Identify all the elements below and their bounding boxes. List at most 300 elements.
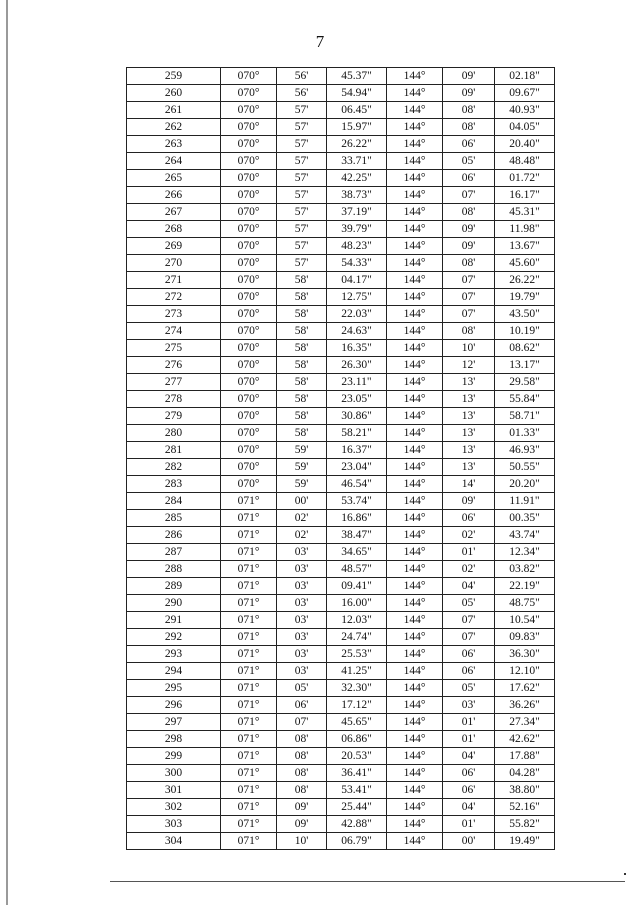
lat-seconds-cell: 30.86" <box>327 408 387 425</box>
lon-minutes-cell: 09' <box>443 85 495 102</box>
lat-seconds-cell: 04.17" <box>327 272 387 289</box>
lat-minutes-cell: 58' <box>277 374 327 391</box>
lon-degrees-cell: 144° <box>387 833 443 850</box>
lat-degrees-cell: 070° <box>221 153 277 170</box>
lon-degrees-cell: 144° <box>387 323 443 340</box>
lat-degrees-cell: 071° <box>221 680 277 697</box>
lat-minutes-cell: 08' <box>277 765 327 782</box>
lon-seconds-cell: 03.82" <box>495 561 555 578</box>
lat-seconds-cell: 23.11" <box>327 374 387 391</box>
table-row <box>127 612 555 629</box>
lon-seconds-cell: 40.93" <box>495 102 555 119</box>
point-number-cell: 299 <box>127 748 221 765</box>
lon-minutes-cell: 08' <box>443 255 495 272</box>
table-row <box>127 578 555 595</box>
lat-minutes-cell: 03' <box>277 595 327 612</box>
lon-seconds-cell: 04.05" <box>495 119 555 136</box>
lon-degrees-cell: 144° <box>387 714 443 731</box>
lat-seconds-cell: 06.79" <box>327 833 387 850</box>
lon-seconds-cell: 45.31" <box>495 204 555 221</box>
point-number-cell: 281 <box>127 442 221 459</box>
lon-seconds-cell: 42.62" <box>495 731 555 748</box>
point-number-cell: 259 <box>127 68 221 85</box>
lat-seconds-cell: 17.12" <box>327 697 387 714</box>
lat-degrees-cell: 071° <box>221 714 277 731</box>
point-number-cell: 285 <box>127 510 221 527</box>
lat-seconds-cell: 24.63" <box>327 323 387 340</box>
lon-degrees-cell: 144° <box>387 136 443 153</box>
point-number-cell: 291 <box>127 612 221 629</box>
lat-minutes-cell: 58' <box>277 289 327 306</box>
table-row <box>127 204 555 221</box>
lon-degrees-cell: 144° <box>387 153 443 170</box>
lat-seconds-cell: 37.19" <box>327 204 387 221</box>
table-row <box>127 425 555 442</box>
lon-degrees-cell: 144° <box>387 663 443 680</box>
lon-degrees-cell: 144° <box>387 442 443 459</box>
lon-degrees-cell: 144° <box>387 799 443 816</box>
lon-minutes-cell: 04' <box>443 578 495 595</box>
lon-minutes-cell: 13' <box>443 391 495 408</box>
lon-seconds-cell: 26.22" <box>495 272 555 289</box>
lat-seconds-cell: 25.44" <box>327 799 387 816</box>
lat-seconds-cell: 24.74" <box>327 629 387 646</box>
lat-seconds-cell: 58.21" <box>327 425 387 442</box>
lat-minutes-cell: 03' <box>277 646 327 663</box>
point-number-cell: 286 <box>127 527 221 544</box>
table-row <box>127 629 555 646</box>
lat-minutes-cell: 57' <box>277 119 327 136</box>
lat-degrees-cell: 071° <box>221 731 277 748</box>
lon-degrees-cell: 144° <box>387 238 443 255</box>
point-number-cell: 298 <box>127 731 221 748</box>
point-number-cell: 296 <box>127 697 221 714</box>
lon-seconds-cell: 13.67" <box>495 238 555 255</box>
lon-degrees-cell: 144° <box>387 272 443 289</box>
lat-degrees-cell: 071° <box>221 833 277 850</box>
lat-minutes-cell: 58' <box>277 323 327 340</box>
lat-seconds-cell: 39.79" <box>327 221 387 238</box>
lat-seconds-cell: 16.00" <box>327 595 387 612</box>
lon-degrees-cell: 144° <box>387 816 443 833</box>
lon-minutes-cell: 05' <box>443 595 495 612</box>
point-number-cell: 261 <box>127 102 221 119</box>
lon-degrees-cell: 144° <box>387 748 443 765</box>
lat-minutes-cell: 03' <box>277 561 327 578</box>
table-row <box>127 306 555 323</box>
lat-degrees-cell: 071° <box>221 629 277 646</box>
table-row <box>127 714 555 731</box>
lon-seconds-cell: 00.35" <box>495 510 555 527</box>
lat-minutes-cell: 05' <box>277 680 327 697</box>
table-row <box>127 765 555 782</box>
lat-degrees-cell: 070° <box>221 442 277 459</box>
table-row <box>127 816 555 833</box>
lat-degrees-cell: 070° <box>221 238 277 255</box>
lat-minutes-cell: 59' <box>277 442 327 459</box>
lon-degrees-cell: 144° <box>387 204 443 221</box>
lon-seconds-cell: 43.74" <box>495 527 555 544</box>
point-number-cell: 294 <box>127 663 221 680</box>
lat-minutes-cell: 58' <box>277 425 327 442</box>
lon-seconds-cell: 11.98" <box>495 221 555 238</box>
lon-seconds-cell: 43.50" <box>495 306 555 323</box>
point-number-cell: 266 <box>127 187 221 204</box>
lon-degrees-cell: 144° <box>387 391 443 408</box>
scan-speck <box>624 873 626 875</box>
lat-seconds-cell: 20.53" <box>327 748 387 765</box>
lon-minutes-cell: 01' <box>443 816 495 833</box>
lat-minutes-cell: 58' <box>277 306 327 323</box>
point-number-cell: 277 <box>127 374 221 391</box>
lon-seconds-cell: 20.40" <box>495 136 555 153</box>
coordinates-table <box>126 67 555 850</box>
table-row <box>127 459 555 476</box>
lon-degrees-cell: 144° <box>387 408 443 425</box>
lon-seconds-cell: 12.34" <box>495 544 555 561</box>
lon-minutes-cell: 04' <box>443 748 495 765</box>
table-row <box>127 136 555 153</box>
table-row <box>127 340 555 357</box>
lon-degrees-cell: 144° <box>387 544 443 561</box>
lon-minutes-cell: 05' <box>443 153 495 170</box>
lon-seconds-cell: 12.10" <box>495 663 555 680</box>
table-row <box>127 272 555 289</box>
lon-degrees-cell: 144° <box>387 187 443 204</box>
lat-minutes-cell: 57' <box>277 153 327 170</box>
lon-seconds-cell: 48.75" <box>495 595 555 612</box>
point-number-cell: 283 <box>127 476 221 493</box>
lat-minutes-cell: 58' <box>277 340 327 357</box>
lat-minutes-cell: 57' <box>277 102 327 119</box>
lon-minutes-cell: 10' <box>443 340 495 357</box>
table-row <box>127 170 555 187</box>
table-row <box>127 102 555 119</box>
lat-degrees-cell: 071° <box>221 765 277 782</box>
table-row <box>127 663 555 680</box>
lat-degrees-cell: 070° <box>221 136 277 153</box>
lon-seconds-cell: 11.91" <box>495 493 555 510</box>
lon-minutes-cell: 13' <box>443 374 495 391</box>
lon-minutes-cell: 04' <box>443 799 495 816</box>
lon-seconds-cell: 04.28" <box>495 765 555 782</box>
point-number-cell: 267 <box>127 204 221 221</box>
lat-minutes-cell: 59' <box>277 476 327 493</box>
point-number-cell: 300 <box>127 765 221 782</box>
lat-minutes-cell: 57' <box>277 136 327 153</box>
lat-seconds-cell: 42.25" <box>327 170 387 187</box>
lon-minutes-cell: 08' <box>443 102 495 119</box>
lon-degrees-cell: 144° <box>387 629 443 646</box>
table-row <box>127 527 555 544</box>
lon-seconds-cell: 29.58" <box>495 374 555 391</box>
table-row <box>127 68 555 85</box>
table-row <box>127 442 555 459</box>
table-row <box>127 221 555 238</box>
point-number-cell: 297 <box>127 714 221 731</box>
lon-degrees-cell: 144° <box>387 527 443 544</box>
lon-degrees-cell: 144° <box>387 782 443 799</box>
lon-seconds-cell: 45.60" <box>495 255 555 272</box>
lon-minutes-cell: 00' <box>443 833 495 850</box>
lat-degrees-cell: 070° <box>221 323 277 340</box>
point-number-cell: 276 <box>127 357 221 374</box>
lat-degrees-cell: 071° <box>221 510 277 527</box>
lat-degrees-cell: 070° <box>221 119 277 136</box>
point-number-cell: 271 <box>127 272 221 289</box>
lat-degrees-cell: 071° <box>221 782 277 799</box>
lat-minutes-cell: 08' <box>277 782 327 799</box>
lat-minutes-cell: 07' <box>277 714 327 731</box>
lon-seconds-cell: 52.16" <box>495 799 555 816</box>
point-number-cell: 279 <box>127 408 221 425</box>
point-number-cell: 282 <box>127 459 221 476</box>
lat-seconds-cell: 45.37" <box>327 68 387 85</box>
lon-minutes-cell: 06' <box>443 782 495 799</box>
lon-seconds-cell: 08.62" <box>495 340 555 357</box>
lat-minutes-cell: 58' <box>277 391 327 408</box>
lat-degrees-cell: 070° <box>221 187 277 204</box>
lat-seconds-cell: 54.94" <box>327 85 387 102</box>
lon-minutes-cell: 02' <box>443 527 495 544</box>
lon-minutes-cell: 07' <box>443 187 495 204</box>
lat-degrees-cell: 070° <box>221 459 277 476</box>
bottom-rule <box>110 881 625 882</box>
point-number-cell: 262 <box>127 119 221 136</box>
lon-minutes-cell: 06' <box>443 663 495 680</box>
lon-seconds-cell: 50.55" <box>495 459 555 476</box>
lon-seconds-cell: 55.84" <box>495 391 555 408</box>
point-number-cell: 280 <box>127 425 221 442</box>
lat-seconds-cell: 53.41" <box>327 782 387 799</box>
lat-degrees-cell: 071° <box>221 697 277 714</box>
lon-seconds-cell: 09.83" <box>495 629 555 646</box>
lon-minutes-cell: 06' <box>443 765 495 782</box>
lat-degrees-cell: 070° <box>221 102 277 119</box>
lat-minutes-cell: 09' <box>277 816 327 833</box>
lat-seconds-cell: 23.05" <box>327 391 387 408</box>
point-number-cell: 274 <box>127 323 221 340</box>
lon-degrees-cell: 144° <box>387 731 443 748</box>
lat-seconds-cell: 54.33" <box>327 255 387 272</box>
lon-seconds-cell: 58.71" <box>495 408 555 425</box>
lat-seconds-cell: 32.30" <box>327 680 387 697</box>
lon-seconds-cell: 19.49" <box>495 833 555 850</box>
lat-minutes-cell: 06' <box>277 697 327 714</box>
lat-degrees-cell: 071° <box>221 544 277 561</box>
point-number-cell: 278 <box>127 391 221 408</box>
lon-minutes-cell: 07' <box>443 289 495 306</box>
lat-minutes-cell: 56' <box>277 68 327 85</box>
table-row <box>127 255 555 272</box>
lon-degrees-cell: 144° <box>387 170 443 187</box>
lat-seconds-cell: 34.65" <box>327 544 387 561</box>
lon-minutes-cell: 12' <box>443 357 495 374</box>
lat-seconds-cell: 26.22" <box>327 136 387 153</box>
lon-minutes-cell: 07' <box>443 629 495 646</box>
lat-minutes-cell: 56' <box>277 85 327 102</box>
lon-seconds-cell: 36.26" <box>495 697 555 714</box>
lat-minutes-cell: 08' <box>277 731 327 748</box>
point-number-cell: 263 <box>127 136 221 153</box>
lat-degrees-cell: 070° <box>221 476 277 493</box>
lon-degrees-cell: 144° <box>387 561 443 578</box>
point-number-cell: 288 <box>127 561 221 578</box>
lon-minutes-cell: 09' <box>443 493 495 510</box>
lat-minutes-cell: 03' <box>277 612 327 629</box>
lon-degrees-cell: 144° <box>387 765 443 782</box>
lon-degrees-cell: 144° <box>387 646 443 663</box>
lat-minutes-cell: 57' <box>277 170 327 187</box>
lat-seconds-cell: 15.97" <box>327 119 387 136</box>
point-number-cell: 272 <box>127 289 221 306</box>
lat-seconds-cell: 25.53" <box>327 646 387 663</box>
point-number-cell: 304 <box>127 833 221 850</box>
table-row <box>127 323 555 340</box>
lon-seconds-cell: 46.93" <box>495 442 555 459</box>
lon-minutes-cell: 08' <box>443 119 495 136</box>
lon-degrees-cell: 144° <box>387 68 443 85</box>
lon-minutes-cell: 08' <box>443 323 495 340</box>
lat-degrees-cell: 070° <box>221 425 277 442</box>
lat-minutes-cell: 57' <box>277 204 327 221</box>
lon-degrees-cell: 144° <box>387 85 443 102</box>
point-number-cell: 273 <box>127 306 221 323</box>
lat-seconds-cell: 06.45" <box>327 102 387 119</box>
lon-degrees-cell: 144° <box>387 595 443 612</box>
point-number-cell: 293 <box>127 646 221 663</box>
lon-degrees-cell: 144° <box>387 374 443 391</box>
table-row <box>127 544 555 561</box>
table-row <box>127 391 555 408</box>
lat-minutes-cell: 57' <box>277 221 327 238</box>
lat-degrees-cell: 070° <box>221 204 277 221</box>
table-row <box>127 238 555 255</box>
lat-degrees-cell: 071° <box>221 612 277 629</box>
lon-seconds-cell: 13.17" <box>495 357 555 374</box>
table-row <box>127 799 555 816</box>
lat-minutes-cell: 03' <box>277 629 327 646</box>
point-number-cell: 270 <box>127 255 221 272</box>
point-number-cell: 265 <box>127 170 221 187</box>
lat-minutes-cell: 59' <box>277 459 327 476</box>
lat-degrees-cell: 070° <box>221 357 277 374</box>
lat-minutes-cell: 03' <box>277 578 327 595</box>
point-number-cell: 301 <box>127 782 221 799</box>
lat-seconds-cell: 26.30" <box>327 357 387 374</box>
table-row <box>127 510 555 527</box>
table-row <box>127 561 555 578</box>
lon-seconds-cell: 10.54" <box>495 612 555 629</box>
table-row <box>127 153 555 170</box>
lat-degrees-cell: 071° <box>221 578 277 595</box>
point-number-cell: 275 <box>127 340 221 357</box>
point-number-cell: 268 <box>127 221 221 238</box>
lat-minutes-cell: 09' <box>277 799 327 816</box>
lat-seconds-cell: 42.88" <box>327 816 387 833</box>
table-row <box>127 697 555 714</box>
lat-degrees-cell: 070° <box>221 408 277 425</box>
lat-minutes-cell: 57' <box>277 255 327 272</box>
table-row <box>127 680 555 697</box>
lon-seconds-cell: 48.48" <box>495 153 555 170</box>
lat-degrees-cell: 070° <box>221 340 277 357</box>
table-row <box>127 646 555 663</box>
lat-seconds-cell: 16.37" <box>327 442 387 459</box>
lat-degrees-cell: 070° <box>221 221 277 238</box>
point-number-cell: 295 <box>127 680 221 697</box>
lon-minutes-cell: 01' <box>443 714 495 731</box>
table-row <box>127 833 555 850</box>
lon-minutes-cell: 06' <box>443 646 495 663</box>
lat-seconds-cell: 45.65" <box>327 714 387 731</box>
lat-degrees-cell: 071° <box>221 799 277 816</box>
table-row <box>127 187 555 204</box>
lon-degrees-cell: 144° <box>387 221 443 238</box>
lat-seconds-cell: 41.25" <box>327 663 387 680</box>
lat-degrees-cell: 070° <box>221 374 277 391</box>
point-number-cell: 264 <box>127 153 221 170</box>
lon-degrees-cell: 144° <box>387 306 443 323</box>
lat-seconds-cell: 48.57" <box>327 561 387 578</box>
lon-minutes-cell: 07' <box>443 306 495 323</box>
lat-seconds-cell: 23.04" <box>327 459 387 476</box>
lon-minutes-cell: 07' <box>443 612 495 629</box>
lat-seconds-cell: 36.41" <box>327 765 387 782</box>
lon-degrees-cell: 144° <box>387 289 443 306</box>
lat-minutes-cell: 58' <box>277 357 327 374</box>
lon-seconds-cell: 19.79" <box>495 289 555 306</box>
lon-seconds-cell: 27.34" <box>495 714 555 731</box>
lon-seconds-cell: 09.67" <box>495 85 555 102</box>
lon-seconds-cell: 22.19" <box>495 578 555 595</box>
lat-minutes-cell: 58' <box>277 408 327 425</box>
lon-minutes-cell: 02' <box>443 561 495 578</box>
lon-degrees-cell: 144° <box>387 697 443 714</box>
table-row <box>127 595 555 612</box>
lon-minutes-cell: 13' <box>443 408 495 425</box>
lat-seconds-cell: 16.86" <box>327 510 387 527</box>
lon-seconds-cell: 17.62" <box>495 680 555 697</box>
lat-seconds-cell: 09.41" <box>327 578 387 595</box>
lat-degrees-cell: 070° <box>221 170 277 187</box>
lon-minutes-cell: 06' <box>443 170 495 187</box>
lat-seconds-cell: 53.74" <box>327 493 387 510</box>
table-row <box>127 408 555 425</box>
lat-seconds-cell: 38.47" <box>327 527 387 544</box>
lon-degrees-cell: 144° <box>387 425 443 442</box>
lat-degrees-cell: 071° <box>221 595 277 612</box>
lat-minutes-cell: 58' <box>277 272 327 289</box>
lon-minutes-cell: 05' <box>443 680 495 697</box>
lat-degrees-cell: 070° <box>221 85 277 102</box>
page-number: 7 <box>315 32 325 51</box>
lon-seconds-cell: 02.18" <box>495 68 555 85</box>
point-number-cell: 269 <box>127 238 221 255</box>
lat-seconds-cell: 16.35" <box>327 340 387 357</box>
lat-degrees-cell: 070° <box>221 391 277 408</box>
point-number-cell: 287 <box>127 544 221 561</box>
point-number-cell: 292 <box>127 629 221 646</box>
coordinates-table-body <box>127 68 555 850</box>
lon-degrees-cell: 144° <box>387 102 443 119</box>
table-row <box>127 85 555 102</box>
lat-minutes-cell: 00' <box>277 493 327 510</box>
table-row <box>127 748 555 765</box>
lat-seconds-cell: 12.75" <box>327 289 387 306</box>
lon-minutes-cell: 06' <box>443 510 495 527</box>
lon-minutes-cell: 03' <box>443 697 495 714</box>
